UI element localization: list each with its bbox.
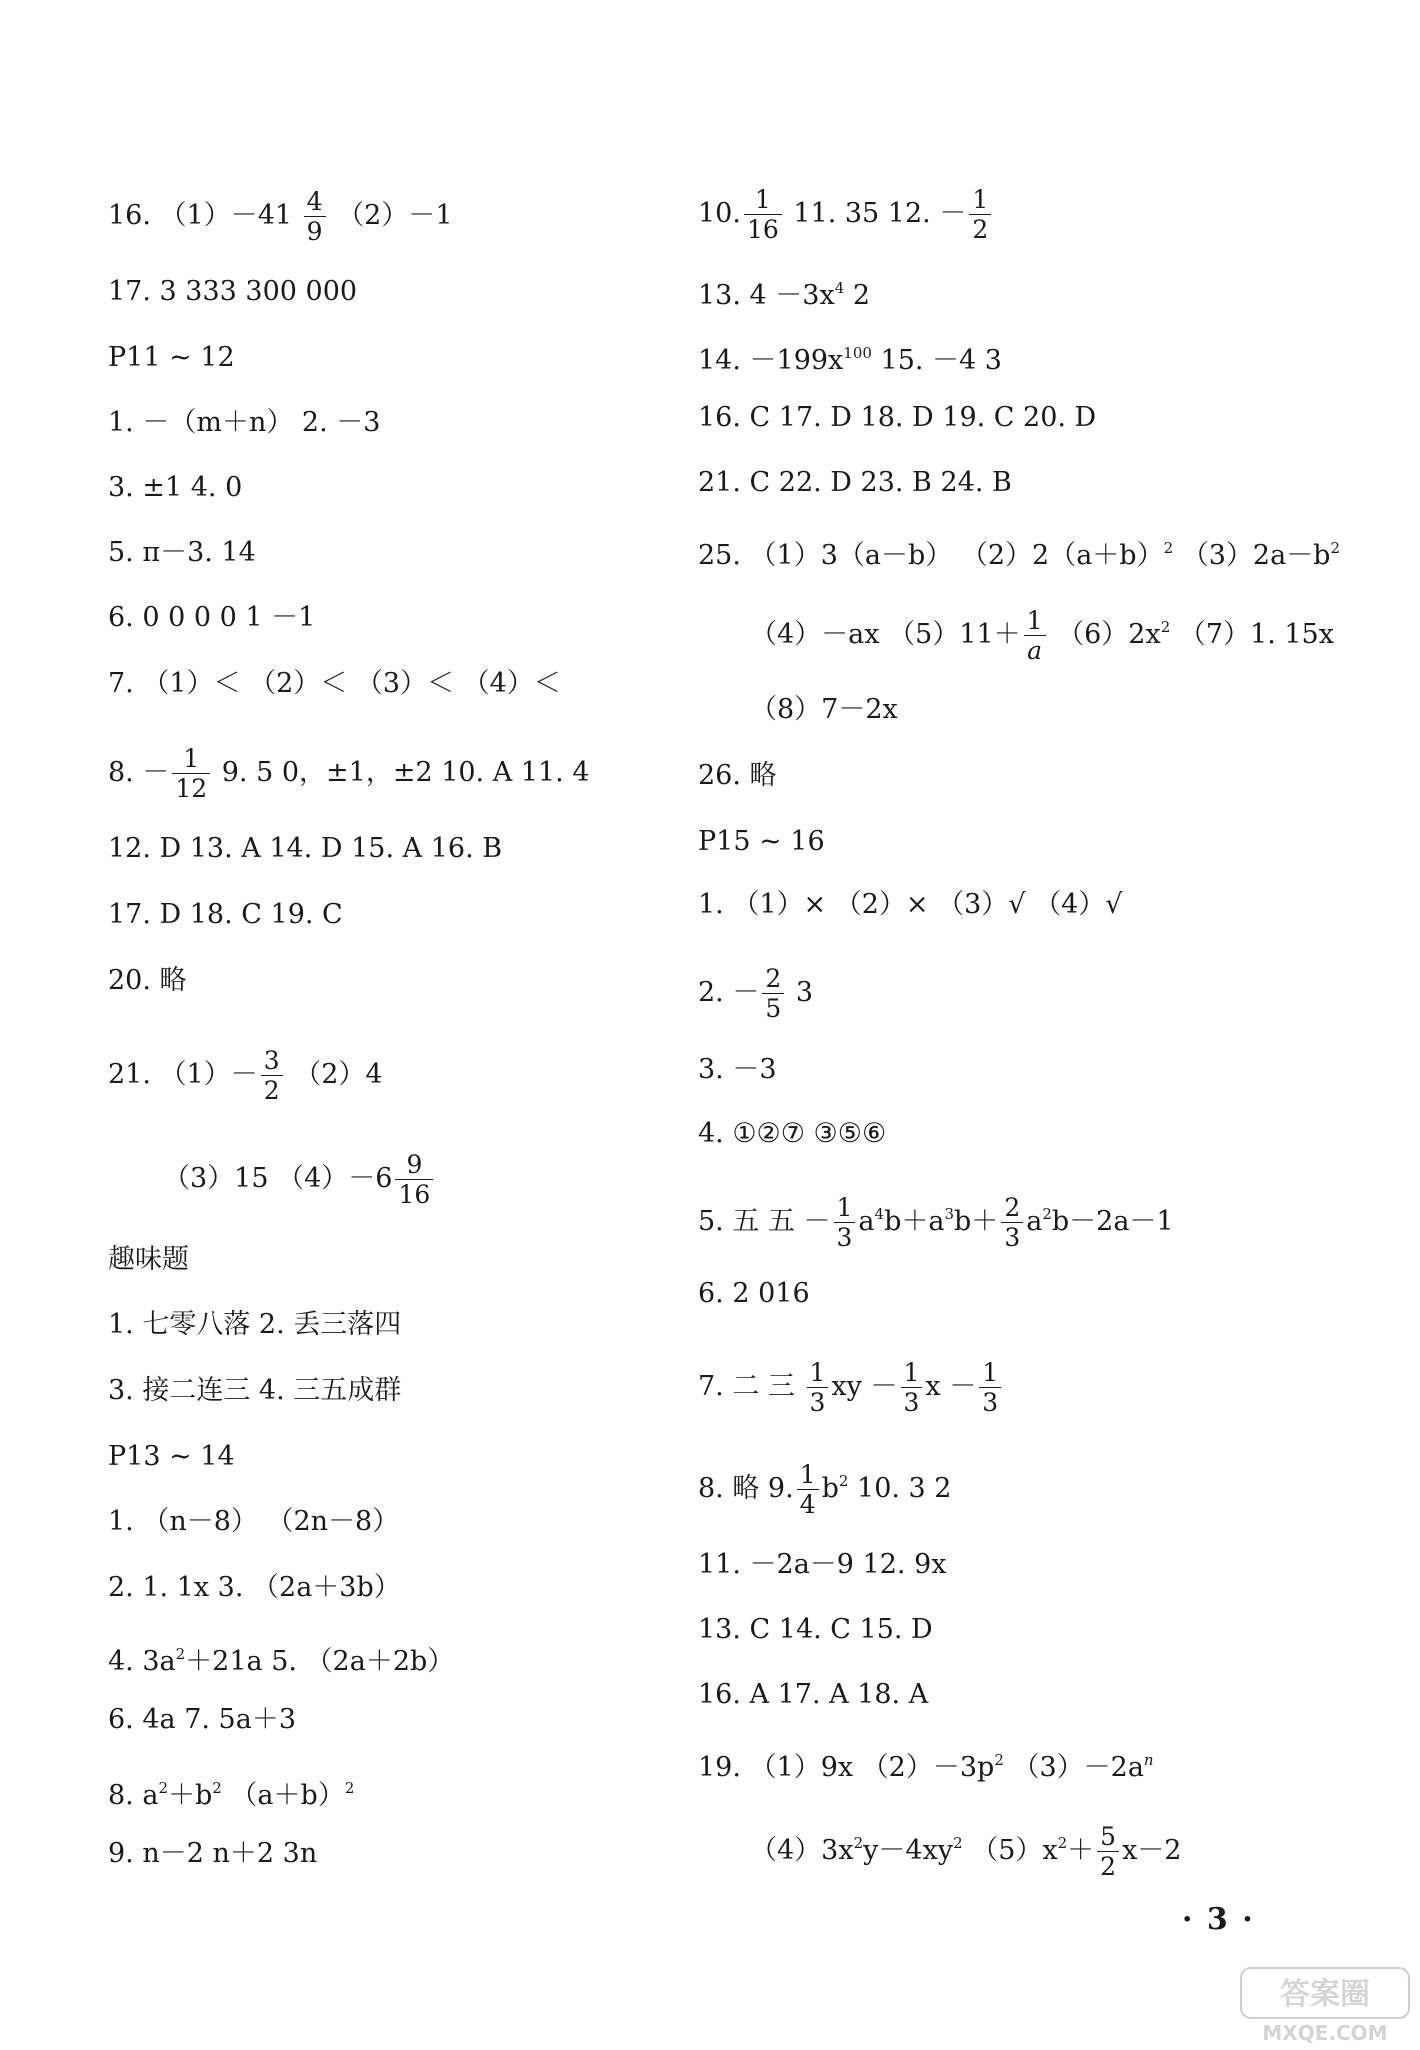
denominator: 9 bbox=[306, 217, 323, 246]
answer-text: b bbox=[821, 1473, 839, 1504]
fraction bbox=[1001, 1193, 1023, 1252]
answer-line: 4. ①②⑦ ③⑤⑥ bbox=[698, 1118, 887, 1149]
answer-line: 16. A 17. A 18. A bbox=[698, 1679, 929, 1710]
answer-line bbox=[108, 1768, 355, 1811]
fraction bbox=[744, 185, 782, 244]
answer-line: 3. ±1 4. 0 bbox=[108, 472, 243, 503]
answer-text: （3）2a－b bbox=[1173, 540, 1331, 571]
answer-text: （2）－1 bbox=[337, 200, 453, 231]
answer-line bbox=[698, 185, 994, 244]
watermark-logo bbox=[1235, 1962, 1415, 2046]
answer-line: （8）7－2x bbox=[750, 694, 898, 725]
numerator: 1 bbox=[744, 185, 782, 215]
answer-line bbox=[698, 1193, 1174, 1252]
watermark-url: MXQE.COM bbox=[1262, 2021, 1388, 2045]
answer-line: 6. 0 0 0 0 1 －1 bbox=[108, 602, 316, 633]
answer-line: 7. （1）＜ （2）＜ （3）＜ （4）＜ bbox=[108, 668, 561, 699]
answer-text: 4. 3a bbox=[108, 1646, 176, 1677]
exponent: 4 bbox=[834, 279, 845, 297]
answer-text: 9. 5 0，±1，±2 10. A 11. 4 bbox=[213, 757, 590, 788]
fraction bbox=[1024, 606, 1046, 665]
exponent: 3 bbox=[944, 1205, 955, 1223]
numerator: 1 bbox=[979, 1358, 1001, 1388]
answer-line: 5. π－3. 14 bbox=[108, 537, 256, 568]
watermark-title: 答案圈 bbox=[1280, 1977, 1370, 2012]
answer-text: （6）2x bbox=[1048, 619, 1161, 650]
denominator: 2 bbox=[1100, 1852, 1117, 1881]
answer-line bbox=[698, 333, 1002, 376]
answer-line: 1. －（m＋n） 2. －3 bbox=[108, 407, 381, 438]
denominator: 3 bbox=[836, 1223, 853, 1252]
answer-line bbox=[698, 606, 1334, 665]
answer-text: 25. （1）3（a－b） （2）2（a＋b） bbox=[698, 540, 1164, 571]
answer-line-17: 17. 3 333 300 000 bbox=[108, 276, 358, 307]
exponent: 2 bbox=[994, 1751, 1004, 1769]
numerator: 1 bbox=[969, 185, 991, 215]
answer-text: （a＋b） bbox=[221, 1780, 345, 1811]
answer-line: 16. C 17. D 18. D 19. C 20. D bbox=[698, 402, 1097, 433]
exponent: 4 bbox=[874, 1205, 885, 1223]
answer-text: 8. 略 9. bbox=[698, 1473, 794, 1504]
denominator: 12 bbox=[175, 774, 208, 803]
answer-text: 21. （1）－ bbox=[108, 1059, 258, 1090]
exponent: 100 bbox=[843, 344, 872, 362]
numerator: 1 bbox=[1024, 606, 1046, 636]
numerator: 1 bbox=[797, 1460, 819, 1490]
fraction bbox=[261, 1046, 283, 1105]
fraction bbox=[797, 1460, 819, 1519]
answer-text: 3 bbox=[787, 977, 814, 1008]
exponent: 2 bbox=[212, 1779, 222, 1797]
answer-line: 11. －2a－9 12. 9x bbox=[698, 1549, 947, 1580]
answer-line bbox=[698, 528, 1340, 571]
answer-text: （4）3x bbox=[750, 1835, 854, 1866]
answer-line: 21. C 22. D 23. B 24. B bbox=[698, 467, 1012, 498]
answer-text: 10. 3 2 bbox=[848, 1473, 952, 1504]
answer-line: 26. 略 bbox=[698, 760, 777, 791]
numerator: 9 bbox=[395, 1150, 433, 1180]
answer-text: （2）4 bbox=[285, 1059, 383, 1090]
answer-text: 10. bbox=[698, 198, 741, 229]
exponent: 2 bbox=[838, 1472, 849, 1490]
answer-text: 8. a bbox=[108, 1780, 159, 1811]
answer-text: 8. － bbox=[108, 757, 170, 788]
answer-text: 16. （1）－41 bbox=[108, 200, 293, 231]
fraction bbox=[807, 1358, 829, 1417]
fraction bbox=[834, 1193, 856, 1252]
section-heading-p13-14: P13 ~ 14 bbox=[108, 1441, 235, 1472]
exponent: 2 bbox=[953, 1834, 963, 1852]
answer-text: 2. － bbox=[698, 977, 760, 1008]
exponent: 2 bbox=[1057, 1834, 1068, 1852]
fraction bbox=[1097, 1822, 1119, 1881]
exponent: 2 bbox=[1330, 539, 1340, 557]
answer-text: 7. 二 三 bbox=[698, 1371, 804, 1402]
fraction bbox=[979, 1358, 1001, 1417]
answer-text: 19. （1）9x （2）－3p bbox=[698, 1752, 995, 1783]
answer-line: 1. （n－8） （2n－8） bbox=[108, 1506, 400, 1537]
answer-line bbox=[108, 1634, 455, 1677]
answer-line: 3. －3 bbox=[698, 1054, 777, 1085]
answer-text: a bbox=[1026, 1206, 1043, 1237]
section-heading-p11-12: P11 ~ 12 bbox=[108, 342, 235, 373]
answer-line: 17. D 18. C 19. C bbox=[108, 899, 343, 930]
denominator: 16 bbox=[746, 215, 779, 244]
denominator: 16 bbox=[398, 1180, 431, 1209]
answer-line bbox=[698, 1358, 1004, 1417]
answer-line: 6. 2 016 bbox=[698, 1278, 810, 1309]
answer-line: 2. 1. 1x 3. （2a＋3b） bbox=[108, 1572, 401, 1603]
answer-line bbox=[698, 1822, 1182, 1881]
fraction bbox=[395, 1150, 433, 1209]
answer-line bbox=[108, 1150, 436, 1209]
numerator: 3 bbox=[261, 1046, 283, 1076]
exponent: 2 bbox=[1042, 1205, 1052, 1223]
answer-line bbox=[108, 744, 590, 803]
denominator: 3 bbox=[1004, 1223, 1021, 1252]
answer-text: 11. 35 12. － bbox=[784, 198, 967, 229]
answer-text: 15. －4 3 bbox=[871, 345, 1002, 376]
denominator: 5 bbox=[765, 994, 782, 1023]
page-number: · 3 · bbox=[1182, 1902, 1255, 1937]
answer-text: （3）－2a bbox=[1003, 1752, 1144, 1783]
answer-text: ＋ bbox=[1067, 1835, 1095, 1866]
answer-text: 13. 4 －3x bbox=[698, 280, 835, 311]
answer-text: b＋a bbox=[884, 1206, 945, 1237]
exponent: 2 bbox=[175, 1645, 186, 1663]
answer-line: 13. C 14. C 15. D bbox=[698, 1614, 933, 1645]
answer-text: （5）x bbox=[962, 1835, 1058, 1866]
answer-line: 20. 略 bbox=[108, 965, 187, 996]
exponent: 2 bbox=[344, 1779, 355, 1797]
fraction bbox=[762, 964, 784, 1023]
answer-line bbox=[698, 1460, 952, 1519]
numerator: 1 bbox=[172, 744, 210, 774]
exponent: n bbox=[1143, 1751, 1154, 1769]
numerator: 4 bbox=[304, 187, 326, 217]
answer-line: 1. 七零八落 2. 丢三落四 bbox=[108, 1309, 402, 1340]
numerator: 2 bbox=[762, 964, 784, 994]
exponent: 2 bbox=[1160, 618, 1171, 636]
denominator: a bbox=[1027, 636, 1043, 665]
exponent: 2 bbox=[1163, 539, 1174, 557]
answer-text: b＋ bbox=[954, 1206, 999, 1237]
answer-text: x － bbox=[925, 1371, 977, 1402]
denominator: 2 bbox=[263, 1076, 280, 1105]
answer-text: x－2 bbox=[1122, 1835, 1182, 1866]
answer-text: b－2a－1 bbox=[1051, 1206, 1174, 1237]
answer-line bbox=[108, 1046, 383, 1105]
answer-line-16 bbox=[108, 187, 453, 246]
numerator: 1 bbox=[807, 1358, 829, 1388]
answer-text: 14. －199x bbox=[698, 345, 844, 376]
answer-text: （3）15 （4）－6 bbox=[163, 1163, 393, 1194]
denominator: 2 bbox=[972, 215, 989, 244]
fraction bbox=[969, 185, 991, 244]
numerator: 1 bbox=[834, 1193, 856, 1223]
answer-text: （4）－ax （5）11＋ bbox=[750, 619, 1021, 650]
exponent: 2 bbox=[158, 1779, 168, 1797]
answer-text: a bbox=[858, 1206, 875, 1237]
answer-text: ＋21a 5. （2a＋2b） bbox=[185, 1646, 455, 1677]
section-heading-fun: 趣味题 bbox=[108, 1244, 189, 1275]
answer-line bbox=[698, 964, 814, 1023]
denominator: 4 bbox=[799, 1490, 816, 1519]
denominator: 3 bbox=[809, 1388, 826, 1417]
answer-text: 5. 五 五 － bbox=[698, 1206, 831, 1237]
numerator: 1 bbox=[901, 1358, 923, 1388]
answer-text: xy － bbox=[831, 1371, 898, 1402]
answer-line: 1. （1）× （2）× （3）√ （4）√ bbox=[698, 889, 1123, 920]
answer-text: 2 bbox=[844, 280, 870, 311]
answer-line: 9. n－2 n＋2 3n bbox=[108, 1838, 318, 1869]
denominator: 3 bbox=[903, 1388, 920, 1417]
numerator: 2 bbox=[1001, 1193, 1023, 1223]
fraction bbox=[172, 744, 210, 803]
denominator: 3 bbox=[982, 1388, 999, 1417]
fraction bbox=[304, 187, 326, 246]
answer-text: （7）1. 15x bbox=[1170, 619, 1334, 650]
answer-line: 3. 接二连三 4. 三五成群 bbox=[108, 1375, 402, 1406]
answer-line: 12. D 13. A 14. D 15. A 16. B bbox=[108, 833, 503, 864]
answer-line bbox=[698, 268, 870, 311]
answer-line bbox=[698, 1740, 1154, 1783]
section-heading-p15-16: P15 ~ 16 bbox=[698, 826, 825, 857]
answer-line: 6. 4a 7. 5a＋3 bbox=[108, 1704, 296, 1735]
answer-text: y－4xy bbox=[863, 1835, 954, 1866]
answer-text: ＋b bbox=[168, 1780, 213, 1811]
exponent: 2 bbox=[853, 1834, 864, 1852]
fraction bbox=[901, 1358, 923, 1417]
numerator: 5 bbox=[1097, 1822, 1119, 1852]
